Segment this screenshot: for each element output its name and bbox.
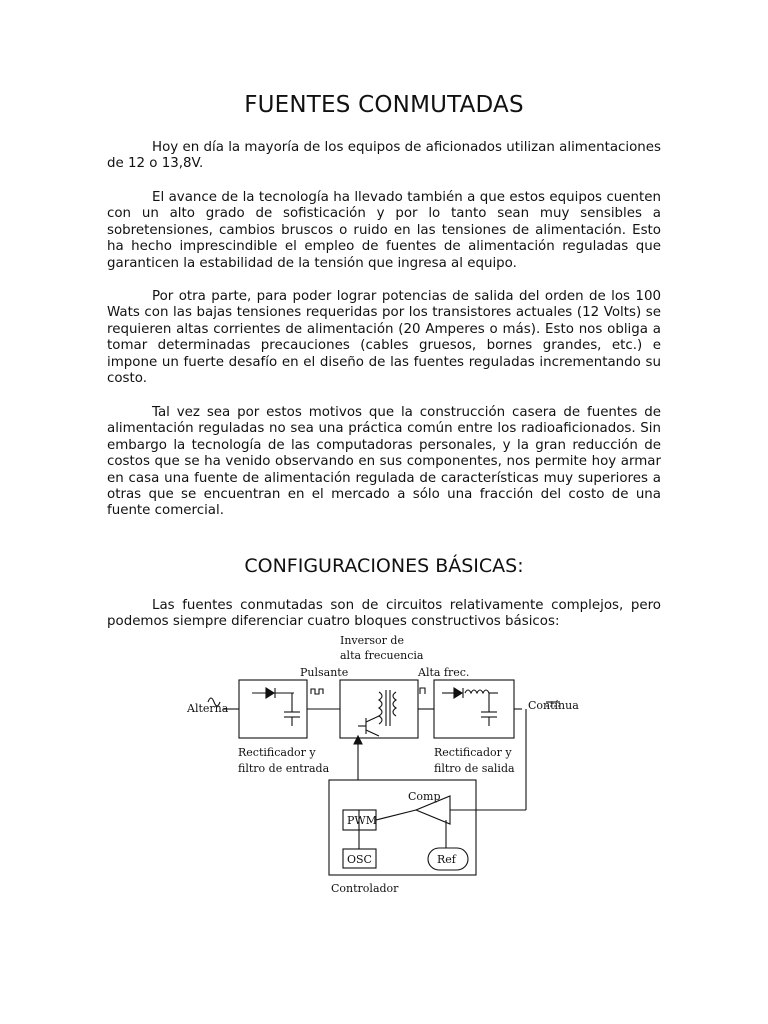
paragraph-power: Por otra parte, para poder lograr potencias de salida del orden de los 100 Wats con las bajas tensiones requeridas por los transistores actuales (12 Volts) se requieren altas corrientes de alimentación (20 Amperes o más). Esto nos obliga a tomar determinadas precauciones (cables gruesos, bornes grandes, etc.) e impone un fuerte desafío en el diseño de las fuentes reguladas incrementando su costo. <box>107 289 661 387</box>
rect-out-label-1: Rectificador y <box>434 746 512 759</box>
document-title: FUENTES CONMUTADAS <box>244 92 524 118</box>
input-rectifier-block <box>239 680 307 738</box>
output-rectifier-block <box>434 680 514 738</box>
alta-frec-label: Alta frec. <box>418 666 470 679</box>
rect-in-label-2: filtro de entrada <box>238 762 330 775</box>
pulse-wave-icon <box>311 689 323 694</box>
alterna-label: Alterna <box>187 702 229 715</box>
arrow-head-icon <box>354 736 362 744</box>
inversor-label-2: alta frecuencia <box>340 649 424 662</box>
paragraph-motives: Tal vez sea por estos motivos que la construcción casera de fuentes de alimentación reguladas no sea una práctica común entre los radioaficionados. Sin embargo la tecnología de las computadoras personales, y la gran reducción de costos que se ha venido observando en sus componentes, nos permite hoy armar en casa una fuente de alimentación regulada de características muy superiores a otras que se encuentran en el mercado a sólo una fracción del costo de una fuente comercial. <box>107 405 661 519</box>
paragraph-blocks: Las fuentes conmutadas son de circuitos relativamente complejos, pero podemos siempre diferenciar cuatro bloques constructivos básicos: <box>107 598 661 630</box>
osc-label: OSC <box>347 853 372 866</box>
comp-label: Comp <box>408 790 441 803</box>
switching-supply-block-diagram <box>180 632 600 902</box>
inverter-block <box>340 680 418 738</box>
rect-out-label-2: filtro de salida <box>434 762 515 775</box>
continua-label: Contínua <box>528 699 579 712</box>
inversor-label-1: Inversor de <box>340 634 404 647</box>
hf-pulse-icon <box>420 688 425 694</box>
paragraph-intro: Hoy en día la mayoría de los equipos de aficionados utilizan alimentaciones de 12 o 13,8V. <box>107 140 661 172</box>
ref-label: Ref <box>437 853 456 866</box>
rect-in-label-1: Rectificador y <box>238 746 316 759</box>
section-title: CONFIGURACIONES BÁSICAS: <box>244 555 524 577</box>
controlador-label: Controlador <box>331 882 399 895</box>
paragraph-technology: El avance de la tecnología ha llevado también a que estos equipos cuenten con un alto grado de sofisticación y por lo tanto sean muy sensibles a sobretensiones, cambios bruscos o ruido en las tensiones de alimentación. Esto ha hecho imprescindible el empleo de fuentes de alimentación reguladas que garanticen la estabilidad de la tensión que ingresa al equipo. <box>107 190 661 271</box>
pulsante-label: Pulsante <box>300 666 349 679</box>
pwm-label: PWM <box>347 814 377 827</box>
